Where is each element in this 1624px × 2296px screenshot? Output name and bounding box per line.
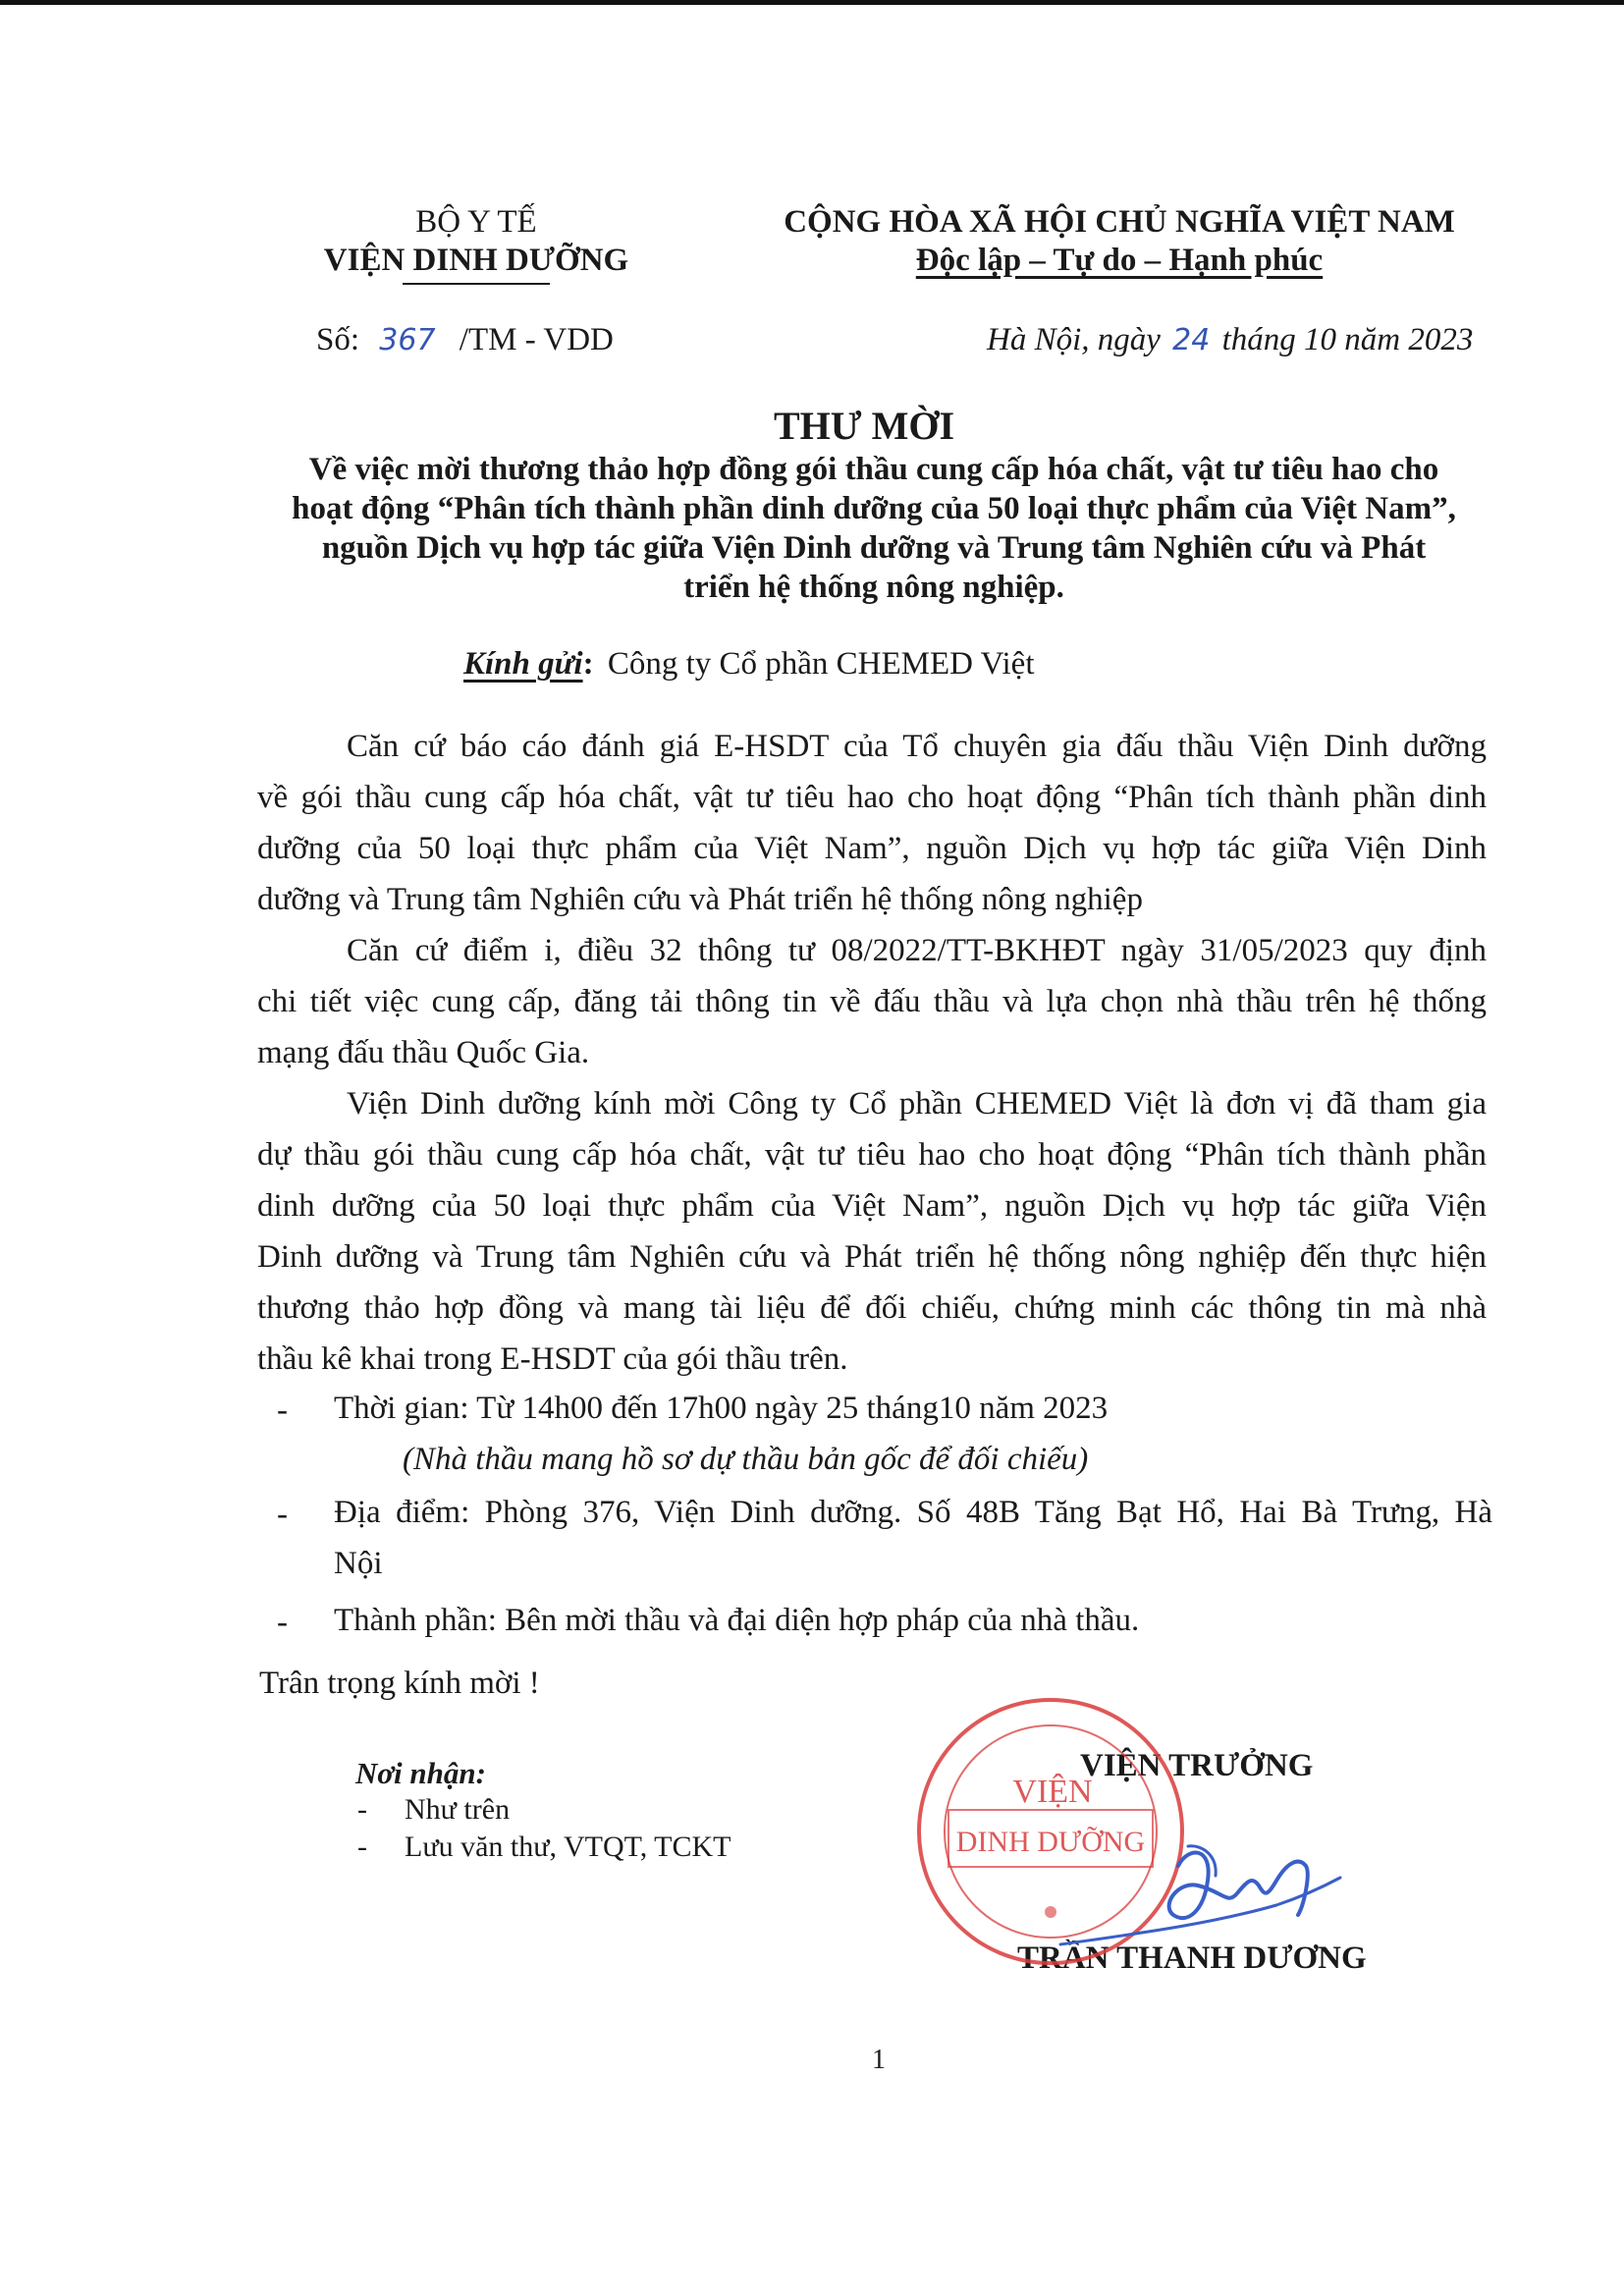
closing-line: Trân trọng kính mời ! bbox=[259, 1666, 540, 1701]
recipient-colon: : bbox=[582, 646, 594, 682]
document-date bbox=[987, 322, 1473, 358]
recipient-label: Kính gửi bbox=[463, 646, 583, 682]
paragraph-line: Dinh dưỡng và Trung tâm Nghiên cứu và Phát triển hệ thống nông nghiệp đến thực hiện bbox=[257, 1239, 1487, 1275]
detail-time-note: (Nhà thầu mang hồ sơ dự thầu bản gốc để đối chiếu) bbox=[403, 1442, 1089, 1477]
signer-name: TRẦN THANH DƯƠNG bbox=[1017, 1941, 1367, 1976]
subject-line: hoạt động “Phân tích thành phần dinh dưỡng của 50 loại thực phẩm của Việt Nam”, bbox=[292, 491, 1456, 526]
number-handwritten: 367 bbox=[379, 323, 436, 357]
bullet-participants: - bbox=[277, 1605, 288, 1640]
number-suffix: /TM - VDD bbox=[459, 322, 614, 357]
paragraph-line: Căn cứ báo cáo đánh giá E-HSDT của Tổ chuyên gia đấu thầu Viện Dinh dưỡng bbox=[347, 729, 1487, 764]
paragraph-line: Viện Dinh dưỡng kính mời Công ty Cổ phần CHEMED Việt là đơn vị đã tham gia bbox=[347, 1086, 1487, 1121]
recipients-item: Lưu văn thư, VTQT, TCKT bbox=[405, 1831, 731, 1863]
paragraph-line: Căn cứ điểm i, điều 32 thông tư 08/2022/TT-BKHĐT ngày 31/05/2023 quy định bbox=[347, 933, 1487, 968]
paragraph-2 bbox=[257, 925, 1487, 1078]
detail-participants: Thành phần: Bên mời thầu và đại diện hợp pháp của nhà thầu. bbox=[334, 1603, 1140, 1638]
detail-location bbox=[334, 1487, 1492, 1589]
recipients-bullet: - bbox=[357, 1831, 367, 1863]
paragraph-line: về gói thầu cung cấp hóa chất, vật tư tiêu hao cho hoạt động “Phân tích thành phần dinh bbox=[257, 780, 1487, 815]
paragraph-line: mạng đấu thầu Quốc Gia. bbox=[257, 1035, 590, 1070]
recipient-name: Công ty Cổ phần CHEMED Việt bbox=[607, 646, 1035, 682]
paragraph-line: dưỡng và Trung tâm Nghiên cứu và Phát triển hệ thống nông nghiệp bbox=[257, 882, 1143, 917]
institute-name-text: VIỆN DINH DƯỠNG bbox=[323, 243, 629, 278]
header-right bbox=[727, 204, 1512, 279]
national-motto: Độc lập – Tự do – Hạnh phúc bbox=[915, 243, 1324, 278]
recipients-item: Như trên bbox=[405, 1793, 511, 1826]
subject-line: triển hệ thống nông nghiệp. bbox=[683, 570, 1064, 605]
location-line: Địa điểm: Phòng 376, Viện Dinh dưỡng. Số 48B Tăng Bạt Hổ, Hai Bà Trưng, Hà bbox=[334, 1495, 1492, 1530]
page-number: 1 bbox=[872, 2045, 886, 2075]
paragraph-line: dinh dưỡng của 50 loại thực phẩm của Việt Nam”, nguồn Dịch vụ hợp tác giữa Viện bbox=[257, 1188, 1487, 1224]
document-title: THƯ MỜI bbox=[773, 404, 955, 448]
recipient-line bbox=[463, 646, 1034, 683]
bullet-time: - bbox=[277, 1393, 288, 1428]
location-line: Nội bbox=[334, 1546, 383, 1581]
document-number bbox=[316, 322, 614, 358]
paragraph-line: thương thảo hợp đồng và mang tài liệu để đối chiếu, chứng minh các thông tin mà nhà bbox=[257, 1290, 1487, 1326]
ministry-name: BỘ Y TẾ bbox=[415, 204, 537, 240]
recipients-bullet: - bbox=[357, 1793, 367, 1826]
bullet-location: - bbox=[277, 1497, 288, 1532]
subject-block bbox=[236, 450, 1512, 607]
header-left bbox=[245, 204, 707, 285]
institute-underline bbox=[403, 283, 550, 285]
date-prefix: Hà Nội, ngày bbox=[987, 322, 1161, 357]
stamp-text-1: VIỆN bbox=[1012, 1774, 1093, 1810]
paragraph-line: chi tiết việc cung cấp, đăng tải thông tin về đấu thầu và lựa chọn nhà thầu trên hệ thống bbox=[257, 984, 1487, 1019]
paragraph-1 bbox=[257, 721, 1487, 925]
paragraph-line: dưỡng của 50 loại thực phẩm của Việt Nam”, nguồn Dịch vụ hợp tác giữa Viện Dinh bbox=[257, 831, 1487, 866]
signer-title: VIỆN TRƯỞNG bbox=[1080, 1748, 1314, 1783]
stamp-text-2: DINH DƯỠNG bbox=[955, 1826, 1146, 1858]
subject-line: Về việc mời thương thảo hợp đồng gói thầu cung cấp hóa chất, vật tư tiêu hao cho bbox=[308, 452, 1439, 487]
date-suffix: tháng 10 năm 2023 bbox=[1221, 322, 1474, 357]
institute-name bbox=[245, 243, 707, 279]
paragraph-line: thầu kê khai trong E-HSDT của gói thầu trên. bbox=[257, 1341, 848, 1377]
paragraph-3 bbox=[257, 1078, 1487, 1385]
date-day-handwritten: 24 bbox=[1172, 323, 1211, 357]
scan-edge bbox=[0, 0, 1624, 5]
recipients-label: Nơi nhận: bbox=[355, 1756, 486, 1790]
number-prefix: Số: bbox=[316, 322, 360, 357]
country-name: CỘNG HÒA XÃ HỘI CHỦ NGHĨA VIỆT NAM bbox=[784, 204, 1455, 240]
detail-time: Thời gian: Từ 14h00 đến 17h00 ngày 25 tháng10 năm 2023 bbox=[334, 1391, 1109, 1426]
handwritten-signature bbox=[1041, 1787, 1345, 1964]
paragraph-line: dự thầu gói thầu cung cấp hóa chất, vật tư tiêu hao cho hoạt động “Phân tích thành phần bbox=[257, 1137, 1487, 1173]
subject-line: nguồn Dịch vụ hợp tác giữa Viện Dinh dưỡng và Trung tâm Nghiên cứu và Phát bbox=[321, 530, 1427, 566]
